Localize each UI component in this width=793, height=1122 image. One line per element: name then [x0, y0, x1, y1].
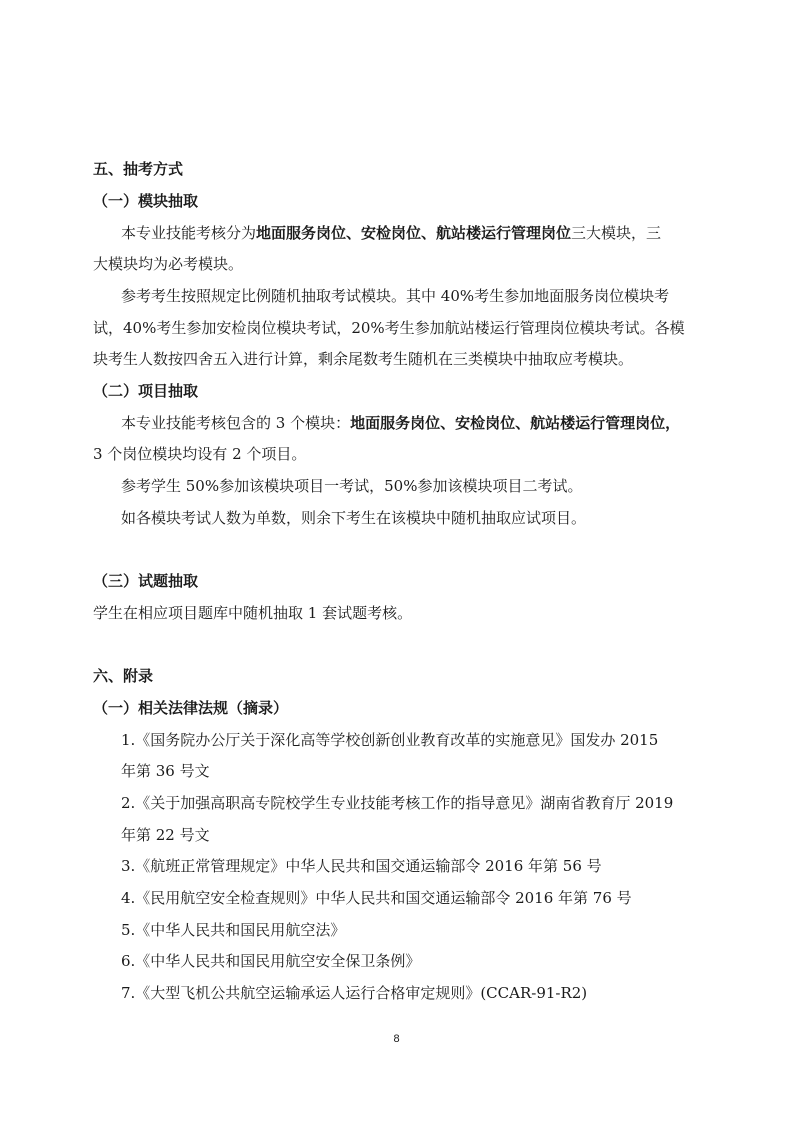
list-item: 1.《国务院办公厅关于深化高等学校创新创业教育改革的实施意见》国发办 2015 [121, 731, 659, 749]
paragraph-line: 大模块均为必考模块。 [93, 255, 244, 273]
subsection-regulations-heading: （一）相关法律法规（摘录） [93, 699, 289, 717]
subsection-module-selection-heading: （一）模块抽取 [93, 192, 199, 210]
text: 三大模块，三 [571, 224, 662, 242]
subsection-question-selection-heading: （三）试题抽取 [93, 572, 199, 590]
text: 本专业技能考核分为 [121, 224, 257, 242]
list-item: 2.《关于加强高职高专院校学生专业技能考核工作的指导意见》湖南省教育厅 2019 [121, 794, 674, 812]
list-item-continuation: 年第 36 号文 [121, 762, 210, 780]
list-item: 4.《民用航空安全检查规则》中华人民共和国交通运输部令 2016 年第 76 号 [121, 889, 632, 907]
list-item: 7.《大型飞机公共航空运输承运人运行合格审定规则》(CCAR-91-R2) [121, 984, 588, 1002]
section-5-heading: 五、抽考方式 [93, 160, 184, 178]
paragraph-module-intro [121, 223, 661, 243]
list-item: 5.《中华人民共和国民用航空法》 [121, 921, 346, 939]
subsection-item-selection-heading: （二）项目抽取 [93, 382, 199, 400]
bold-text: 地面服务岗位、安检岗位、航站楼运行管理岗位 [256, 224, 572, 242]
paragraph-line: 3 个岗位模块均设有 2 个项目。 [93, 445, 307, 463]
paragraph-line: 学生在相应项目题库中随机抽取 1 套试题考核。 [93, 604, 413, 622]
section-6-heading: 六、附录 [93, 667, 154, 685]
page-number: 8 [393, 1033, 400, 1045]
paragraph-line: 如各模块考试人数为单数，则余下考生在该模块中随机抽取应试项目。 [121, 509, 587, 527]
paragraph-item-intro [121, 413, 680, 433]
list-item-continuation: 年第 22 号文 [121, 826, 210, 844]
list-item: 6.《中华人民共和国民用航空安全保卫条例》 [121, 952, 421, 970]
paragraph-line: 参考学生 50%参加该模块项目一考试，50%参加该模块项目二考试。 [121, 477, 583, 495]
text: 本专业技能考核包含的 3 个模块： [121, 414, 351, 432]
list-item: 3.《航班正常管理规定》中华人民共和国交通运输部令 2016 年第 56 号 [121, 857, 602, 875]
paragraph-line: 试，40%考生参加安检岗位模块考试，20%考生参加航站楼运行管理岗位模块考试。各模 [93, 319, 685, 337]
paragraph-line: 参考考生按照规定比例随机抽取考试模块。其中 40%考生参加地面服务岗位模块考 [121, 287, 670, 305]
paragraph-line: 块考生人数按四舍五入进行计算，剩余尾数考生随机在三类模块中抽取应考模块。 [93, 350, 634, 368]
bold-text: 地面服务岗位、安检岗位、航站楼运行管理岗位， [350, 414, 681, 432]
